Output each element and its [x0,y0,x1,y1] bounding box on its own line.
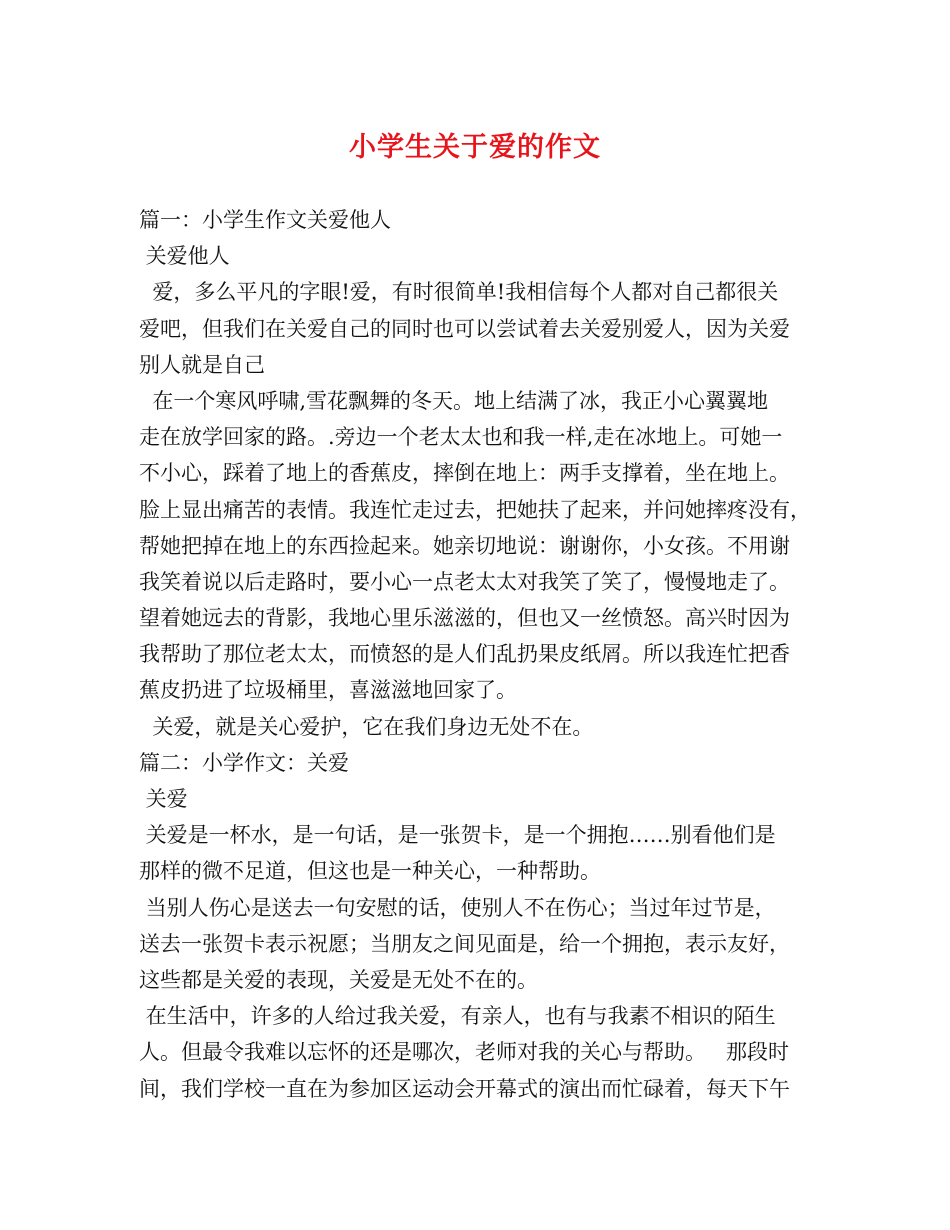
text-line: 望着她远去的背影，我地心里乐滋滋的，但也又一丝愤怒。高兴时因为 [139,606,790,631]
text-line: 这些都是关爱的表现，关爱是无处不在的。 [139,967,538,992]
text-line: 关爱他人 [139,244,230,269]
text-line: 人。但最令我难以忘怀的还是哪次，老师对我的关心与帮助。 那段时 [139,1040,790,1065]
document-title: 小学生关于爱的作文 [349,132,601,163]
text-line: 脸上显出痛苦的表情。我连忙走过去，把她扶了起来，并问她摔疼没有， [139,497,811,522]
document-body [139,202,829,1107]
text-line: 别人就是自己 [139,352,265,377]
text-line: 当别人伤心是送去一句安慰的话，使别人不在伤心；当过年过节是， [139,895,776,920]
text-line: 帮她把掉在地上的东西捡起来。她亲切地说：谢谢你，小女孩。不用谢 [139,533,790,558]
text-line: 爱吧，但我们在关爱自己的同时也可以尝试着去关爱别爱人，因为关爱 [139,316,790,341]
text-line: 关爱是一杯水，是一句话，是一张贺卡，是一个拥抱……别看他们是 [139,823,776,848]
text-line: 蕉皮扔进了垃圾桶里，喜滋滋地回家了。 [139,678,517,703]
text-line: 关爱 [139,787,188,811]
text-line: 在生活中，许多的人给过我关爱，有亲人，也有与我素不相识的陌生 [139,1004,776,1029]
text-line: 我帮助了那位老太太，而愤怒的是人们乱扔果皮纸屑。所以我连忙把香 [139,642,790,667]
text-line: 我笑着说以后走路时，要小心一点老太太对我笑了笑了，慢慢地走了。 [139,569,790,594]
text-line: 不小心，踩着了地上的香蕉皮，摔倒在地上：两手支撑着，坐在地上。 [139,461,790,486]
text-line: 走在放学回家的路。.旁边一个老太太也和我一样,走在冰地上。可她一 [139,425,783,450]
text-line: 篇二：小学作文：关爱 [139,750,349,775]
text-line: 间，我们学校一直在为参加区运动会开幕式的演出而忙碌着，每天下午 [139,1076,790,1101]
text-line: 送去一张贺卡表示祝愿；当朋友之间见面是，给一个拥抱，表示友好， [139,931,790,956]
text-line: 关爱，就是关心爱护，它在我们身边无处不在。 [139,714,594,739]
text-line: 爱，多么平凡的字眼!爱，有时很简单!我相信每个人都对自己都很关 [139,280,779,305]
text-line: 篇一：小学生作文关爱他人 [139,208,391,232]
text-line: 那样的微不足道，但这也是一种关心，一种帮助。 [139,859,601,884]
text-line: 在一个寒风呼啸,雪花飘舞的冬天。地上结满了冰，我正小心翼翼地 [139,388,769,413]
